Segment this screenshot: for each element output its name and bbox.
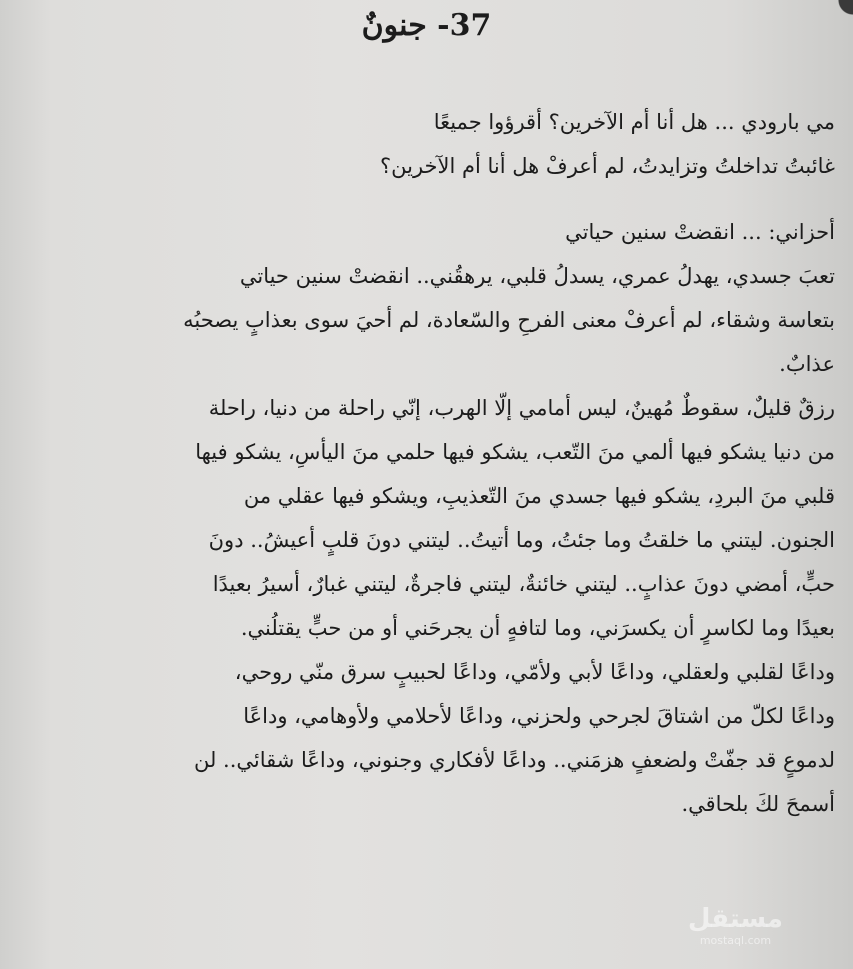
text-line: غائبتُ تداخلتُ وتزايدتُ، لم أعرفْ هل أنا أم الآخرين؟ — [379, 154, 835, 178]
text-line: بعيدًا وما لكاسرٍ أن يكسرَني، وما لتافهٍ أن يجرحَني أو من حبٍّ يقتلُني. — [240, 616, 835, 640]
text-line: حبٍّ، أمضي دونَ عذابٍ.. ليتني خائنةٌ، ليتني فاجرةٌ، ليتني غبارٌ، أسيرُ بعيدًا — [212, 572, 835, 596]
text-line: أسمحَ لكَ بلحاقي. — [681, 792, 835, 816]
watermark-sub-text: mostaql.com — [699, 934, 772, 947]
text-line: مي بارودي ... هل أنا أم الآخرين؟ أقرؤوا جميعًا — [433, 110, 835, 134]
text-line: الجنون. ليتني ما خلقتُ وما جئتُ، وما أتيتُ.. ليتني دونَ قلبٍ أعيشُ.. دونَ — [208, 528, 835, 552]
paragraph-1 — [6, 100, 835, 188]
paragraph-2 — [6, 210, 835, 342]
watermark-main-text: مستقل — [687, 904, 783, 934]
watermark-logo — [688, 904, 783, 947]
paragraph-4 — [6, 650, 835, 826]
paragraph-3 — [6, 342, 835, 650]
text-line: عذابٌ. — [779, 352, 835, 376]
text-line: أحزاني: ... انقضتْ سنين حياتي — [565, 220, 835, 244]
text-line: قلبي منَ البردِ، يشكو فيها جسدي منَ التّعذيبِ، ويشكو فيها عقلي من — [243, 484, 835, 508]
text-line: بتعاسة وشقاء، لم أعرفْ معنى الفرحِ والسّعادة، لم أحيَ سوى بعذابٍ يصحبُه — [183, 308, 835, 332]
chapter-body — [6, 100, 835, 826]
text-line: وداعًا لقلبي ولعقلي، وداعًا لأبي ولأمّي، وداعًا لحبيبٍ سرق منّي روحي، — [234, 660, 835, 684]
text-line: تعبَ جسدي، يهدلُ عمري، يسدلُ قلبي، يرهقُني.. انقضتْ سنين حياتي — [239, 264, 835, 288]
chapter-title: 37- جنونٌ — [361, 8, 492, 43]
text-line: وداعًا لكلّ من اشتاقَ لجرحي ولحزني، وداعًا لأحلامي ولأوهامي، وداعًا — [243, 704, 835, 728]
text-line: من دنيا يشكو فيها ألمي منَ التّعب، يشكو فيها حلمي منَ اليأسِ، يشكو فيها — [195, 440, 835, 464]
text-line: رزقٌ قليلٌ، سقوطٌ مُهينٌ، ليس أمامي إلّا الهرب، إنّي راحلة من دنيا، راحلة — [208, 396, 835, 420]
text-line: لدموعٍ قد جفّتْ ولضعفٍ هزمَني.. وداعًا لأفكاري وجنوني، وداعًا شقائي.. لن — [193, 748, 835, 772]
